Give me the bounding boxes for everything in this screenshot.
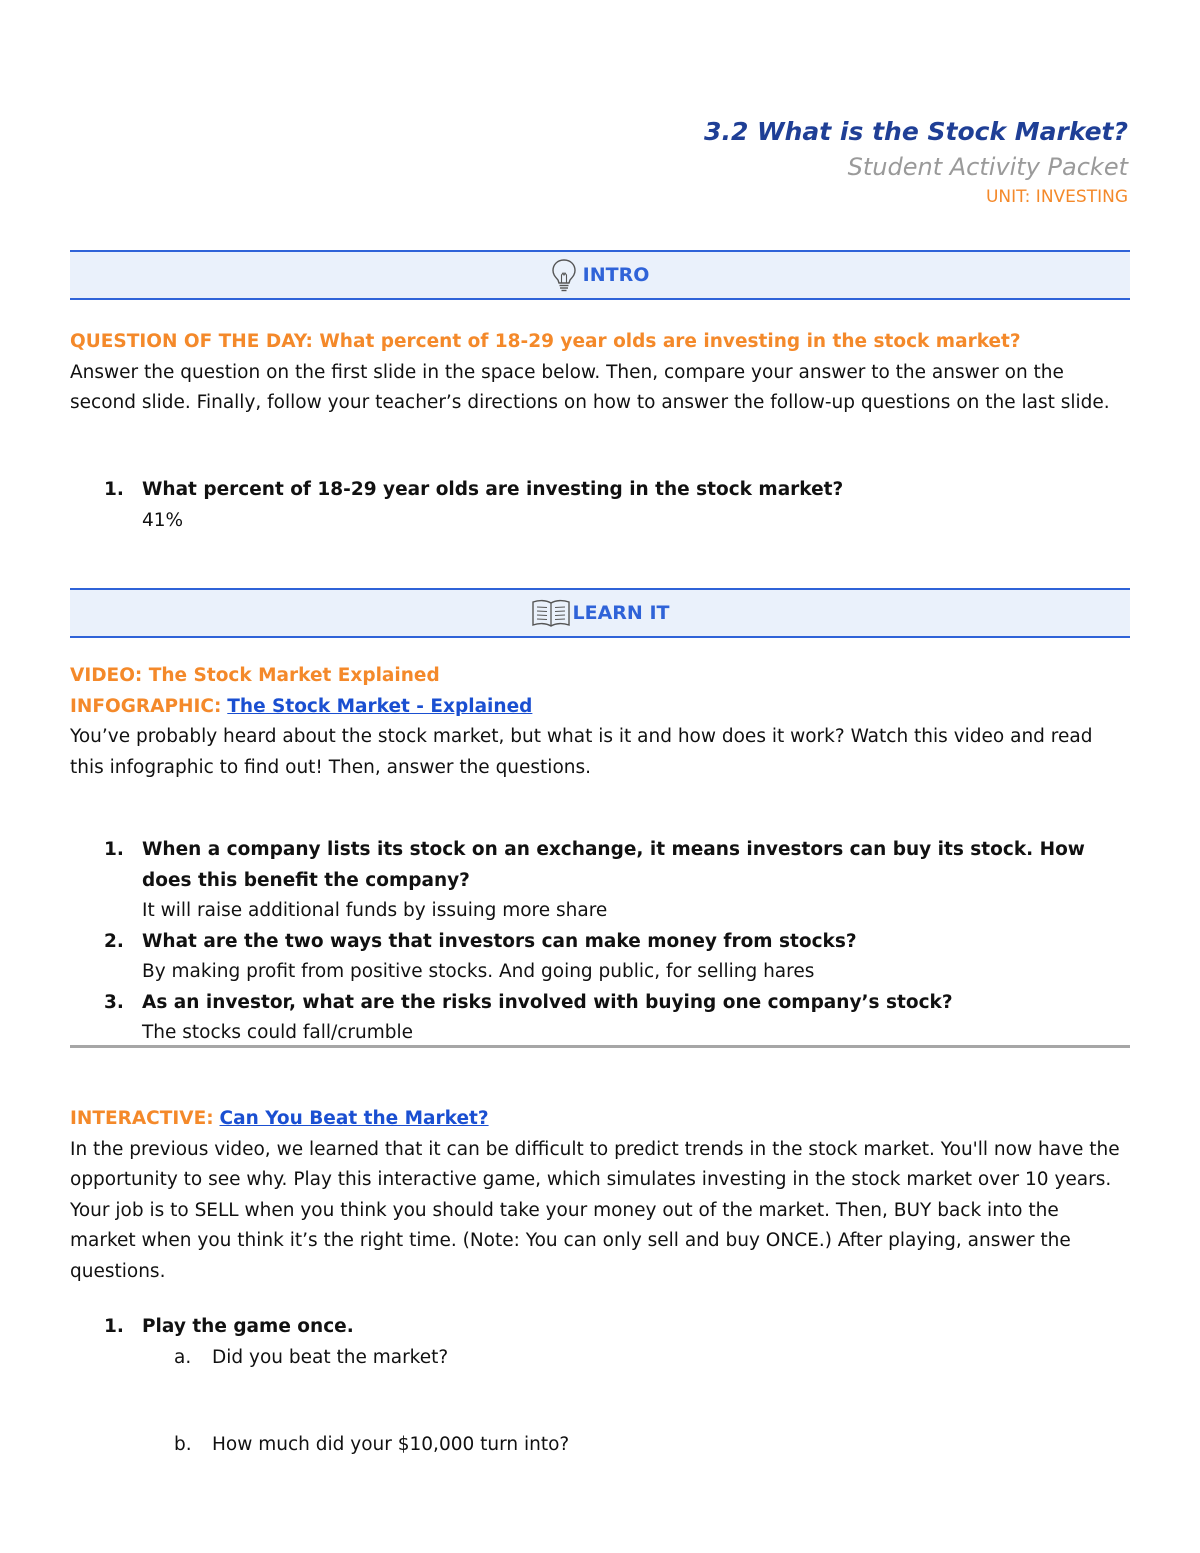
infographic-prefix: INFOGRAPHIC:	[70, 695, 222, 717]
document-subtitle: Student Activity Packet	[847, 153, 1128, 181]
interactive-text	[70, 1104, 1130, 1287]
sub-question	[104, 1343, 1134, 1374]
interactive-question-list	[104, 1312, 1134, 1461]
question-text: Play the game once.	[142, 1316, 354, 1337]
learn-band-title: LEARN IT	[572, 602, 670, 624]
answer-text[interactable]: By making profit from positive stocks. And going public, for selling hares	[142, 961, 815, 982]
learn-question	[104, 988, 1134, 1019]
question-number: 2.	[104, 930, 124, 952]
document-header	[704, 114, 1128, 210]
question-text: When a company lists its stock on an exchange, it means investors can buy its stock. How does this benefit the company?	[142, 839, 1085, 891]
interactive-instructions: In the previous video, we learned that it can be difficult to predict trends in the stock market. You'll now have the opportunity to see why. Play this interactive game, which simulates investing in the stock market over 10 years. Your job is to SELL when you think you should take your money out of the market. Then, BUY back into the market when you think it’s the right time. (Note: You can only sell and buy ONCE.) After playing, answer the questions.	[70, 1138, 1120, 1282]
answer-text[interactable]: 41%	[142, 509, 184, 531]
intro-section-band	[70, 250, 1130, 300]
video-label: VIDEO: The Stock Market Explained	[70, 665, 440, 686]
sub-question-text: Did you beat the market?	[212, 1346, 449, 1368]
question-text: What percent of 18-29 year olds are investing in the stock market?	[142, 479, 844, 500]
infographic-link[interactable]: The Stock Market - Explained	[227, 695, 533, 717]
intro-question-list	[104, 475, 1134, 536]
unit-label: UNIT: INVESTING	[985, 187, 1128, 207]
question-number: 1.	[104, 839, 124, 860]
answer-text[interactable]: It will raise additional funds by issuing more share	[142, 900, 608, 921]
infographic-line	[70, 692, 1130, 723]
interactive-question	[104, 1312, 1134, 1343]
intro-instructions: Answer the question on the first slide in the space below. Then, compare your answer to the answer on the second slide. Finally, follow your teacher’s directions on how to answer the follow-up questions on the last slide.	[70, 361, 1110, 413]
question-text: What are the two ways that investors can make money from stocks?	[142, 930, 857, 952]
intro-text	[70, 327, 1130, 419]
document-title: 3.2 What is the Stock Market?	[704, 117, 1128, 146]
intro-question	[104, 475, 1134, 506]
section-divider	[70, 1045, 1130, 1048]
sub-question-letter: a.	[174, 1346, 192, 1368]
sub-question-letter: b.	[174, 1434, 192, 1455]
book-icon	[531, 598, 571, 628]
learn-text	[70, 661, 1130, 783]
interactive-prefix: INTERACTIVE:	[70, 1108, 214, 1129]
learn-question	[104, 927, 1134, 958]
question-text: As an investor, what are the risks involved with buying one company’s stock?	[142, 991, 953, 1013]
learn-question-list	[104, 835, 1134, 1049]
interactive-link[interactable]: Can You Beat the Market?	[219, 1108, 489, 1129]
answer-text[interactable]: The stocks could fall/crumble	[142, 1022, 414, 1043]
sub-question-text: How much did your $10,000 turn into?	[212, 1434, 570, 1455]
learn-section-band	[70, 588, 1130, 638]
learn-question	[104, 835, 1134, 896]
question-of-the-day: QUESTION OF THE DAY: What percent of 18-29 year olds are investing in the stock market?	[70, 331, 1021, 352]
sub-question	[104, 1430, 1134, 1461]
learn-instructions: You’ve probably heard about the stock market, but what is it and how does it work? Watch this video and read this infographic to find out! Then, answer the questions.	[70, 726, 1093, 778]
question-number: 3.	[104, 991, 124, 1013]
question-number: 1.	[104, 1316, 124, 1337]
interactive-line	[70, 1104, 1130, 1135]
intro-band-title: INTRO	[582, 264, 650, 286]
lightbulb-icon	[551, 258, 577, 292]
question-number: 1.	[104, 479, 124, 500]
